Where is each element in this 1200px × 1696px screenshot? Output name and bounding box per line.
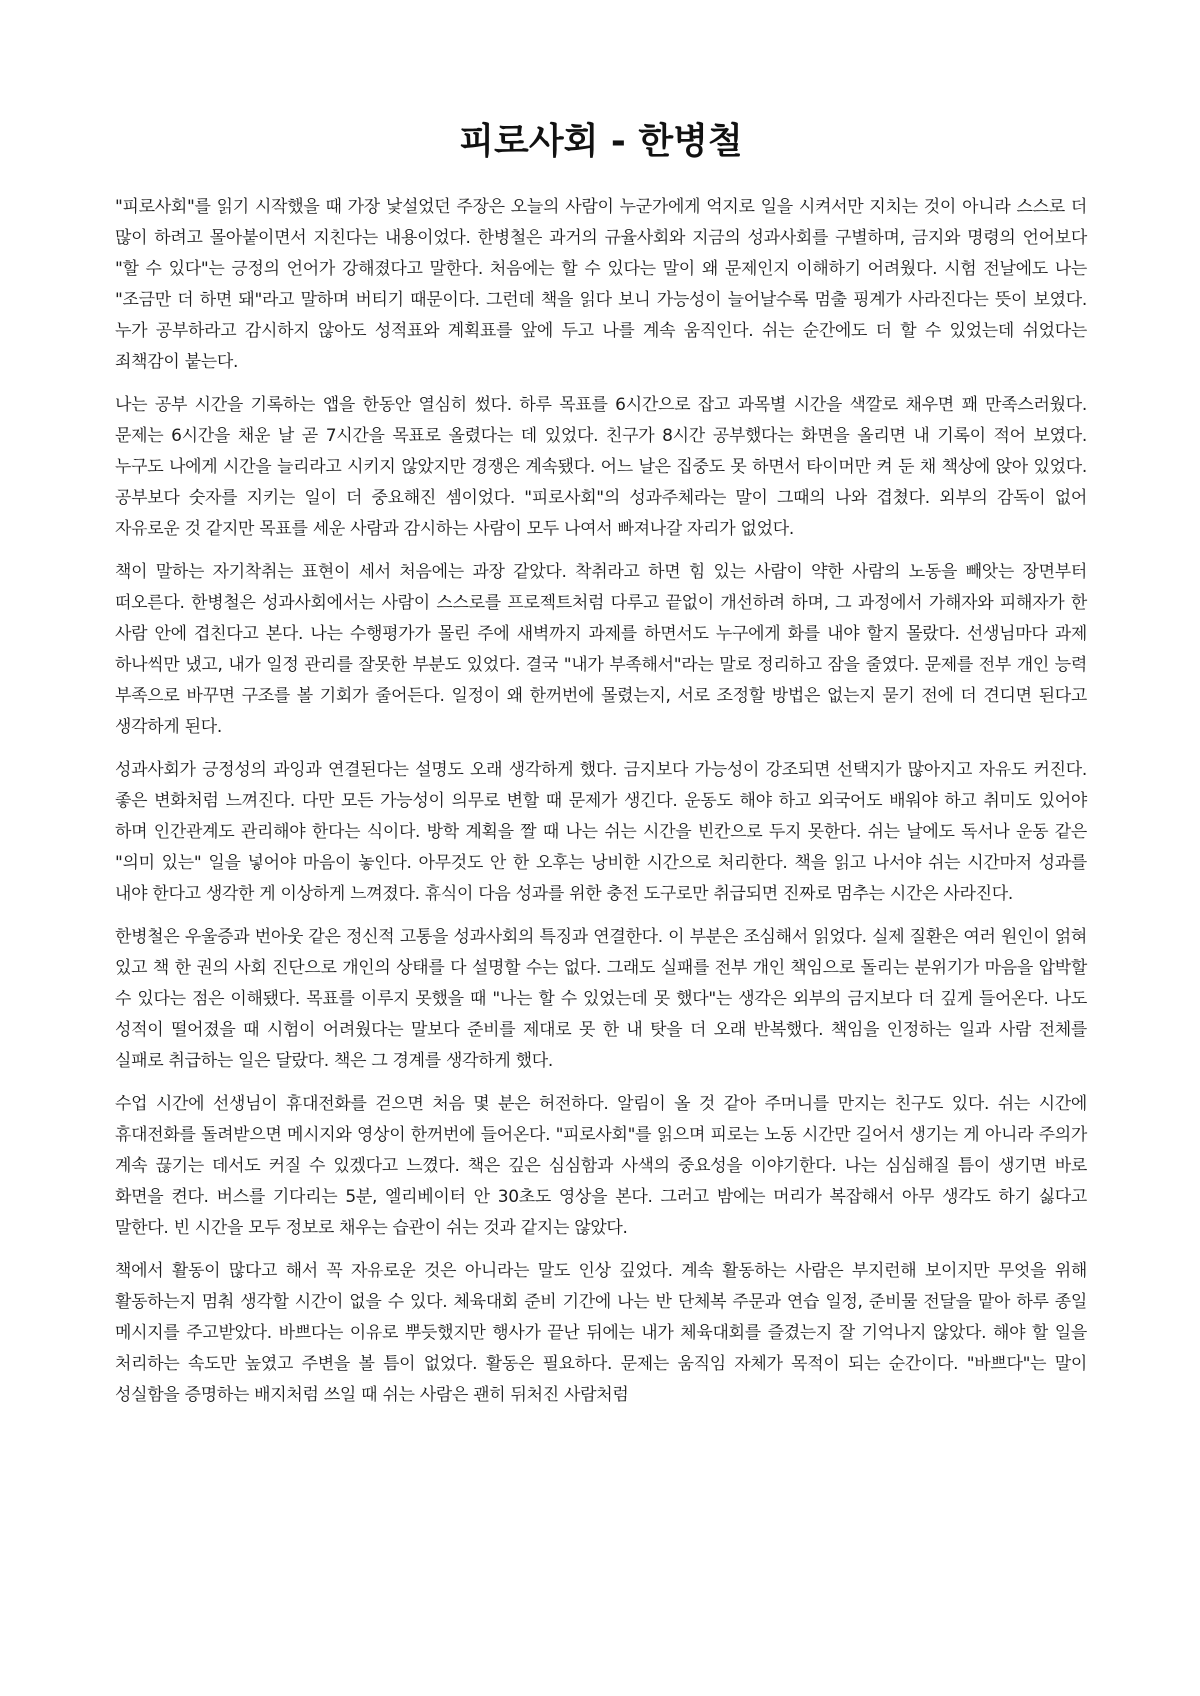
paragraph-4: 성과사회가 긍정성의 과잉과 연결된다는 설명도 오래 생각하게 했다. 금지보다 가능성이 강조되면 선택지가 많아지고 자유도 커진다. 좋은 변화처럼 느껴진다. 다만 모든 가능성이 의무로 변할 때 문제가 생긴다. 운동도 해야 하고 외국어도 배워야 하고 취미도 있어야 하며 인간관계도 관리해야 한다는 식이다. 방학 계획을 짤 때 나는 쉬는 시간을 빈칸으로 두지 못한다. 쉬는 날에도 독서나 운동 같은 "의미 있는" 일을 넣어야 마음이 놓인다. 아무것도 안 한 오후는 낭비한 시간으로 처리한다. 책을 읽고 나서야 쉬는 시간마저 성과를 내야 한다고 생각한 게 이상하게 느껴졌다. 휴식이 다음 성과를 위한 충전 도구로만 취급되면 진짜로 멈추는 시간은 사라진다. <box>115 760 1087 904</box>
paragraph-3: 책이 말하는 자기착취는 표현이 세서 처음에는 과장 같았다. 착취라고 하면 힘 있는 사람이 약한 사람의 노동을 빼앗는 장면부터 떠오른다. 한병철은 성과사회에서는 사람이 스스로를 프로젝트처럼 다루고 끝없이 개선하려 하며, 그 과정에서 가해자와 피해자가 한 사람 안에 겹친다고 본다. 나는 수행평가가 몰린 주에 새벽까지 과제를 하면서도 누구에게 화를 내야 할지 몰랐다. 선생님마다 과제 하나씩만 냈고, 내가 일정 관리를 잘못한 부분도 있었다. 결국 "내가 부족해서"라는 말로 정리하고 잠을 줄였다. 문제를 전부 개인 능력 부족으로 바꾸면 구조를 볼 기회가 줄어든다. 일정이 왜 한꺼번에 몰렸는지, 서로 조정할 방법은 없는지 묻기 전에 더 견디면 된다고 생각하게 된다. <box>115 562 1087 737</box>
paragraph-5: 한병철은 우울증과 번아웃 같은 정신적 고통을 성과사회의 특징과 연결한다. 이 부분은 조심해서 읽었다. 실제 질환은 여러 원인이 얽혀 있고 책 한 권의 사회 진단으로 개인의 상태를 다 설명할 수는 없다. 그래도 실패를 전부 개인 책임으로 돌리는 분위기가 마음을 압박할 수 있다는 점은 이해됐다. 목표를 이루지 못했을 때 "나는 할 수 있었는데 못 했다"는 생각은 외부의 금지보다 더 깊게 들어온다. 나도 성적이 떨어졌을 때 시험이 어려웠다는 말보다 준비를 제대로 못 한 내 탓을 더 오래 반복했다. 책임을 인정하는 일과 사람 전체를 실패로 취급하는 일은 달랐다. 책은 그 경계를 생각하게 했다. <box>115 927 1087 1071</box>
paragraph-2: 나는 공부 시간을 기록하는 앱을 한동안 열심히 썼다. 하루 목표를 6시간으로 잡고 과목별 시간을 색깔로 채우면 꽤 만족스러웠다. 문제는 6시간을 채운 날 곧 7시간을 목표로 올렸다는 데 있었다. 친구가 8시간 공부했다는 화면을 올리면 내 기록이 적어 보였다. 누구도 나에게 시간을 늘리라고 시키지 않았지만 경쟁은 계속됐다. 어느 날은 집중도 못 하면서 타이머만 켜 둔 채 책상에 앉아 있었다. 공부보다 숫자를 지키는 일이 더 중요해진 셈이었다. "피로사회"의 성과주체라는 말이 그때의 나와 겹쳤다. 외부의 감독이 없어 자유로운 것 같지만 목표를 세운 사람과 감시하는 사람이 모두 나여서 빠져나갈 자리가 없었다. <box>115 395 1087 539</box>
paragraph-7: 책에서 활동이 많다고 해서 꼭 자유로운 것은 아니라는 말도 인상 깊었다. 계속 활동하는 사람은 부지런해 보이지만 무엇을 위해 활동하는지 멈춰 생각할 시간이 없을 수 있다. 체육대회 준비 기간에 나는 반 단체복 주문과 연습 일정, 준비물 전달을 맡아 하루 종일 메시지를 주고받았다. 바쁘다는 이유로 뿌듯했지만 행사가 끝난 뒤에는 내가 체육대회를 즐겼는지 잘 기억나지 않았다. 해야 할 일을 처리하는 속도만 높였고 주변을 볼 틈이 없었다. 활동은 필요하다. 문제는 움직임 자체가 목적이 되는 순간이다. "바쁘다"는 말이 성실함을 증명하는 배지처럼 쓰일 때 쉬는 사람은 괜히 뒤처진 사람처럼 <box>115 1261 1087 1405</box>
paragraph-6: 수업 시간에 선생님이 휴대전화를 걷으면 처음 몇 분은 허전하다. 알림이 올 것 같아 주머니를 만지는 친구도 있다. 쉬는 시간에 휴대전화를 돌려받으면 메시지와 영상이 한꺼번에 들어온다. "피로사회"를 읽으며 피로는 노동 시간만 길어서 생기는 게 아니라 주의가 계속 끊기는 데서도 커질 수 있겠다고 느꼈다. 책은 깊은 심심함과 사색의 중요성을 이야기한다. 나는 심심해질 틈이 생기면 바로 화면을 켠다. 버스를 기다리는 5분, 엘리베이터 안 30초도 영상을 본다. 그러고 밤에는 머리가 복잡해서 아무 생각도 하기 싫다고 말한다. 빈 시간을 모두 정보로 채우는 습관이 쉬는 것과 같지는 않았다. <box>115 1094 1087 1238</box>
document-title: 피로사회 - 한병철 <box>459 121 743 162</box>
paragraph-1: "피로사회"를 읽기 시작했을 때 가장 낯설었던 주장은 오늘의 사람이 누군가에게 억지로 일을 시켜서만 지치는 것이 아니라 스스로 더 많이 하려고 몰아붙이면서 지친다는 내용이었다. 한병철은 과거의 규율사회와 지금의 성과사회를 구별하며, 금지와 명령의 언어보다 "할 수 있다"는 긍정의 언어가 강해졌다고 말한다. 처음에는 할 수 있다는 말이 왜 문제인지 이해하기 어려웠다. 시험 전날에도 나는 "조금만 더 하면 돼"라고 말하며 버티기 때문이다. 그런데 책을 읽다 보니 가능성이 늘어날수록 멈출 핑계가 사라진다는 뜻이 보였다. 누가 공부하라고 감시하지 않아도 성적표와 계획표를 앞에 두고 나를 계속 움직인다. 쉬는 순간에도 더 할 수 있었는데 쉬었다는 죄책감이 붙는다. <box>115 197 1087 372</box>
document-page <box>115 118 1087 1423</box>
